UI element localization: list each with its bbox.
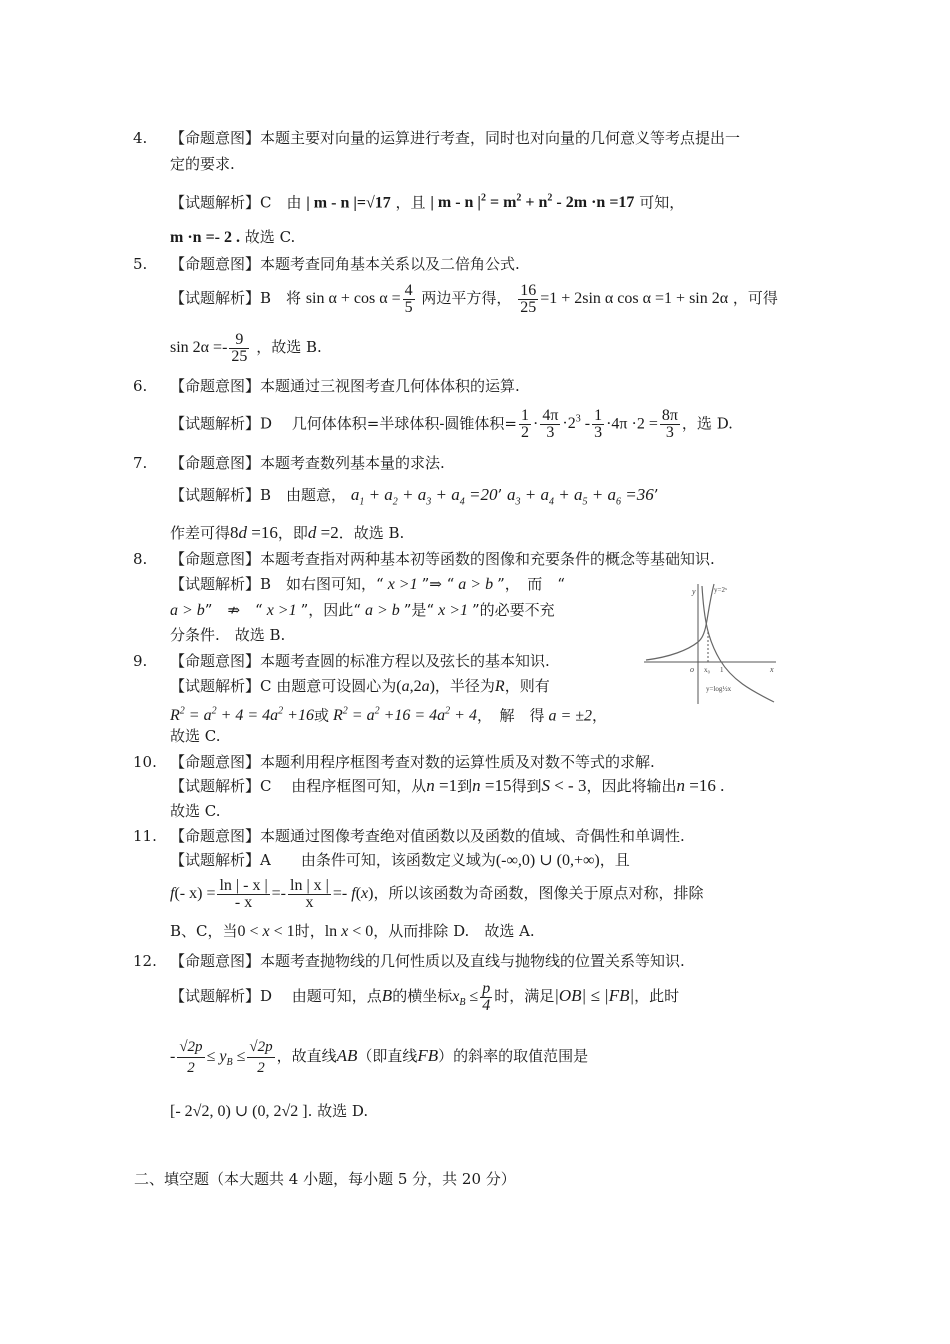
math: R (494, 678, 505, 695)
analysis-text: ，此时 (634, 987, 680, 1005)
analysis-text: ， 解 得 (476, 706, 545, 725)
analysis-text: ）的斜率的取值范围是 (438, 1047, 589, 1065)
analysis-text: ” ⇏ “ (204, 601, 263, 619)
analysis-text: ，半径为 (434, 677, 495, 695)
analysis-text: ，故选 B. (256, 338, 322, 356)
item-analysis: 【试题解析】B 由题意， $a_1 + a_2 + a_3 + a_4 =20$’ $a_3 + a_4 + a_5 + a_6 =36$’ (170, 485, 659, 508)
analysis-text: 【试题解析】B 如右图可知，“ (170, 575, 384, 593)
analysis-text: 【试题解析】B 将 (170, 289, 302, 307)
math: 8d =16 (230, 523, 278, 542)
function-graph (640, 580, 780, 710)
analysis-text: ．故选 B. (338, 524, 405, 542)
math: sin α + cos α = (305, 290, 401, 307)
math: a > b (454, 576, 498, 593)
analysis-text: 得到 (511, 777, 542, 795)
item-analysis (170, 977, 679, 1022)
item-number: 10. (133, 753, 157, 771)
item-number: 4. (133, 129, 148, 147)
math: ≤ $y_B$ ≤ (206, 1048, 246, 1069)
math: $a_1 + a_2 + a_3 + a_4 =20$ (350, 485, 498, 508)
math: =1 + 2sin α cos α =1 + sin 2α (540, 290, 729, 307)
item-number: 7. (133, 454, 148, 472)
analysis-text: 【试题解析】B 由题意， (170, 486, 347, 504)
analysis-text: ，选 D. (681, 414, 733, 433)
analysis-text: 时，满足 (494, 987, 555, 1005)
item-number: 9. (133, 652, 148, 670)
math: $\frac{9}{25}$ (231, 330, 248, 365)
analysis-text: 或 (313, 706, 329, 725)
item-analysis-cont: f(- x) = $\frac{\ln | - x |}{- x}$ =- $\frac{\ln | x |}{x}$ =- f(x)，所以该函数为奇函数，图像关于原点对称，排除 (170, 876, 704, 911)
item-number: 8. (133, 550, 148, 568)
exp-curve (646, 584, 714, 660)
math: - (170, 1048, 176, 1065)
item-intent: 【命题意图】本题考查数列基本量的求法. (170, 454, 445, 472)
math: x >1 (262, 602, 301, 619)
math: n =16 . (676, 776, 725, 795)
math: [- 2√2, 0) ∪ (0, 2√2 ] (170, 1103, 308, 1120)
analysis-text: B、C，当 (170, 922, 238, 940)
math: $\frac{\ln | x |}{x}$ (290, 876, 329, 911)
math: x >1 (383, 576, 422, 593)
math: $\frac{√2p}{2}$ (249, 1038, 273, 1076)
item-analysis-cont: [- 2√2, 0) ∪ (0, 2√2 ]. 故选 D. (170, 1102, 369, 1120)
item-analysis-cont (170, 226, 295, 249)
math: $\frac{4\pi}{3}$ (542, 406, 559, 441)
math: n =15 (472, 776, 512, 795)
analysis-text: 【试题解析】D 由题可知，点 (170, 987, 382, 1005)
y-label: y (692, 587, 696, 596)
math: $\frac{4}{5}$ (404, 281, 413, 316)
analysis-text: 【试题解析】A 由条件可知，该函数定义域为 (170, 851, 496, 869)
item-analysis (170, 188, 684, 214)
math: $R^2 = a^2 + 4 = 4a^2 +16$ (170, 706, 314, 725)
math: $\frac{1}{3}$ (594, 406, 603, 441)
math: ln x < 0 (324, 923, 374, 940)
item-analysis-cont (170, 1034, 588, 1085)
math: a > b (360, 602, 404, 619)
item-analysis-cont (170, 330, 322, 365)
item-analysis (170, 849, 630, 872)
math: $\frac{16}{25}$ (520, 281, 537, 316)
math: (a,2a) (396, 678, 435, 695)
item-intent: 【命题意图】本题考查抛物线的几何性质以及直线与抛物线的位置关系等知识. (170, 952, 685, 970)
item-intent: 【命题意图】本题通过图像考查绝对值函数以及函数的值域、奇偶性和单调性. (170, 827, 685, 845)
math: n =1 (426, 776, 458, 795)
origin-label: o (690, 665, 694, 674)
analysis-text: ，故直线 (276, 1047, 337, 1065)
analysis-text: ”⇒ “ (421, 575, 455, 593)
item-intent: 【命题意图】本题考查圆的标准方程以及弦长的基本知识. (170, 652, 550, 670)
item-number: 11. (133, 827, 157, 845)
item-number: 6. (133, 377, 148, 395)
math: $\frac{p}{4}$ (482, 979, 491, 1014)
analysis-text: 时， (294, 922, 325, 940)
item-analysis (170, 281, 778, 316)
math: sin 2α =- (170, 339, 228, 356)
analysis-text: ，即 (277, 524, 308, 542)
math: a = ±2 (544, 707, 593, 725)
analysis-text: 两边平方得， (421, 289, 512, 307)
math: | m - n $|^2 = m^2 + n^2 - 2m \cdot n =17$ (430, 193, 635, 212)
math: (-∞,0) ∪ (0,+∞) (495, 852, 600, 869)
item-analysis-cont (170, 522, 404, 544)
math: $\frac{1}{2}$ (521, 406, 530, 441)
analysis-text: ，则有 (504, 677, 550, 695)
math: a > b (170, 602, 205, 619)
analysis-text: ，且 (599, 851, 630, 869)
item-analysis-cont: $R^2 = a^2 + 4 = 4a^2 +16$或 $R^2 = a^2 +16 = 4a^2 + 4$， 解 得 a = ±2， (170, 706, 608, 725)
analysis-text: 【试题解析】C 由程序框图可知，从 (170, 777, 427, 795)
math: x >1 (434, 602, 472, 619)
item-number: 12. (133, 952, 157, 970)
math: f (170, 885, 175, 902)
math: | m - n |=√17 (306, 194, 391, 212)
item-analysis-cont: 故选 C. (170, 727, 221, 745)
item-analysis (170, 675, 550, 698)
item-analysis-cont (170, 920, 535, 943)
section-heading: 二、填空题（本大题共 4 小题，每小题 5 分，共 20 分） (134, 1170, 516, 1188)
analysis-text: 作差可得 (170, 524, 231, 542)
analysis-text: 故选 D. (317, 1102, 369, 1120)
item-intent: 【命题意图】本题考查指对两种基本初等函数的图像和充要条件的概念等基础知识. (170, 550, 715, 568)
item-intent: 【命题意图】本题考查同角基本关系以及二倍角公式. (170, 255, 520, 273)
math: $\frac{√2p}{2}$ (179, 1038, 203, 1076)
analysis-text: ”是“ (403, 601, 435, 619)
analysis-text: （即直线 (357, 1047, 418, 1065)
analysis-text: 【试题解析】C 由 (170, 193, 302, 212)
item-analysis: 【试题解析】D 几何体体积=半球体积-圆锥体积= $\frac{1}{2}$ · $\frac{4\pi}{3}$ $\cdot 2^3$ - $\frac{1}{3}$ ·4π ·2 = $\frac{8\pi}{3}$ ，选 D. (170, 406, 733, 441)
math: d =2 (307, 523, 339, 542)
analysis-text: 【试题解析】C 由题意可设圆心为 (170, 677, 397, 695)
analysis-text: ，因此将输出 (586, 777, 677, 795)
math: S < - 3 (541, 776, 587, 795)
analysis-text: ”，因此“ (300, 601, 361, 619)
math: $\frac{\ln | - x |}{- x}$ (219, 876, 268, 911)
math: |OB| ≤ |FB| (554, 986, 635, 1005)
analysis-text: ，且 (395, 193, 426, 212)
item-intent-cont: 定的要求. (170, 155, 235, 173)
item-analysis-cont: 分条件. 故选 B. (170, 626, 286, 644)
x-label: x (770, 665, 774, 674)
curve2-label: y=log½x (706, 685, 732, 693)
item-analysis (170, 775, 724, 797)
math: AB (336, 1046, 358, 1065)
item-analysis (170, 573, 565, 596)
analysis-text: 可知， (639, 193, 685, 212)
item-intent: 【命题意图】本题通过三视图考查几何体体积的运算. (170, 377, 520, 395)
one-label: 1 (720, 666, 724, 674)
analysis-text: 【试题解析】D 几何体体积=半球体积-圆锥体积= (170, 414, 518, 433)
x0-label: x₀ (704, 666, 710, 674)
item-number: 5. (133, 255, 148, 273)
analysis-text: ”， 而 “ (497, 575, 565, 593)
analysis-text: 到 (457, 777, 473, 795)
curve1-label: y=2ˣ (714, 586, 727, 594)
math: $R^2 = a^2 +16 = 4a^2 + 4$ (328, 706, 477, 725)
item-intent: 【命题意图】本题利用程序框图考查对数的运算性质及对数不等式的求解. (170, 753, 655, 771)
analysis-text: ，从而排除 D. 故选 A. (373, 922, 535, 940)
analysis-text: 故选 C. (244, 228, 296, 246)
item-analysis-cont (170, 599, 555, 622)
item-intent: 【命题意图】本题主要对向量的运算进行考查，同时也对向量的几何意义等考点提出一 (170, 129, 741, 147)
item-analysis-cont: 故选 C. (170, 802, 221, 820)
math: B (381, 986, 393, 1005)
analysis-text: ，可得 (732, 289, 778, 307)
math: (- x) = (174, 885, 216, 902)
analysis-text: ”的必要不充 (472, 601, 555, 619)
math: 0 < x < 1 (237, 923, 295, 940)
math: m ·n =- 2 . (170, 229, 241, 246)
math: $x_B$ ≤ (452, 988, 479, 1009)
analysis-text: 的横坐标 (392, 987, 453, 1005)
math: $a_3 + a_4 + a_5 + a_6 =36$ (507, 485, 654, 508)
math: $\frac{8\pi}{3}$ (661, 406, 678, 441)
math: FB (417, 1046, 439, 1065)
analysis-text: ，所以该函数为奇函数，图像关于原点对称，排除 (373, 884, 704, 902)
